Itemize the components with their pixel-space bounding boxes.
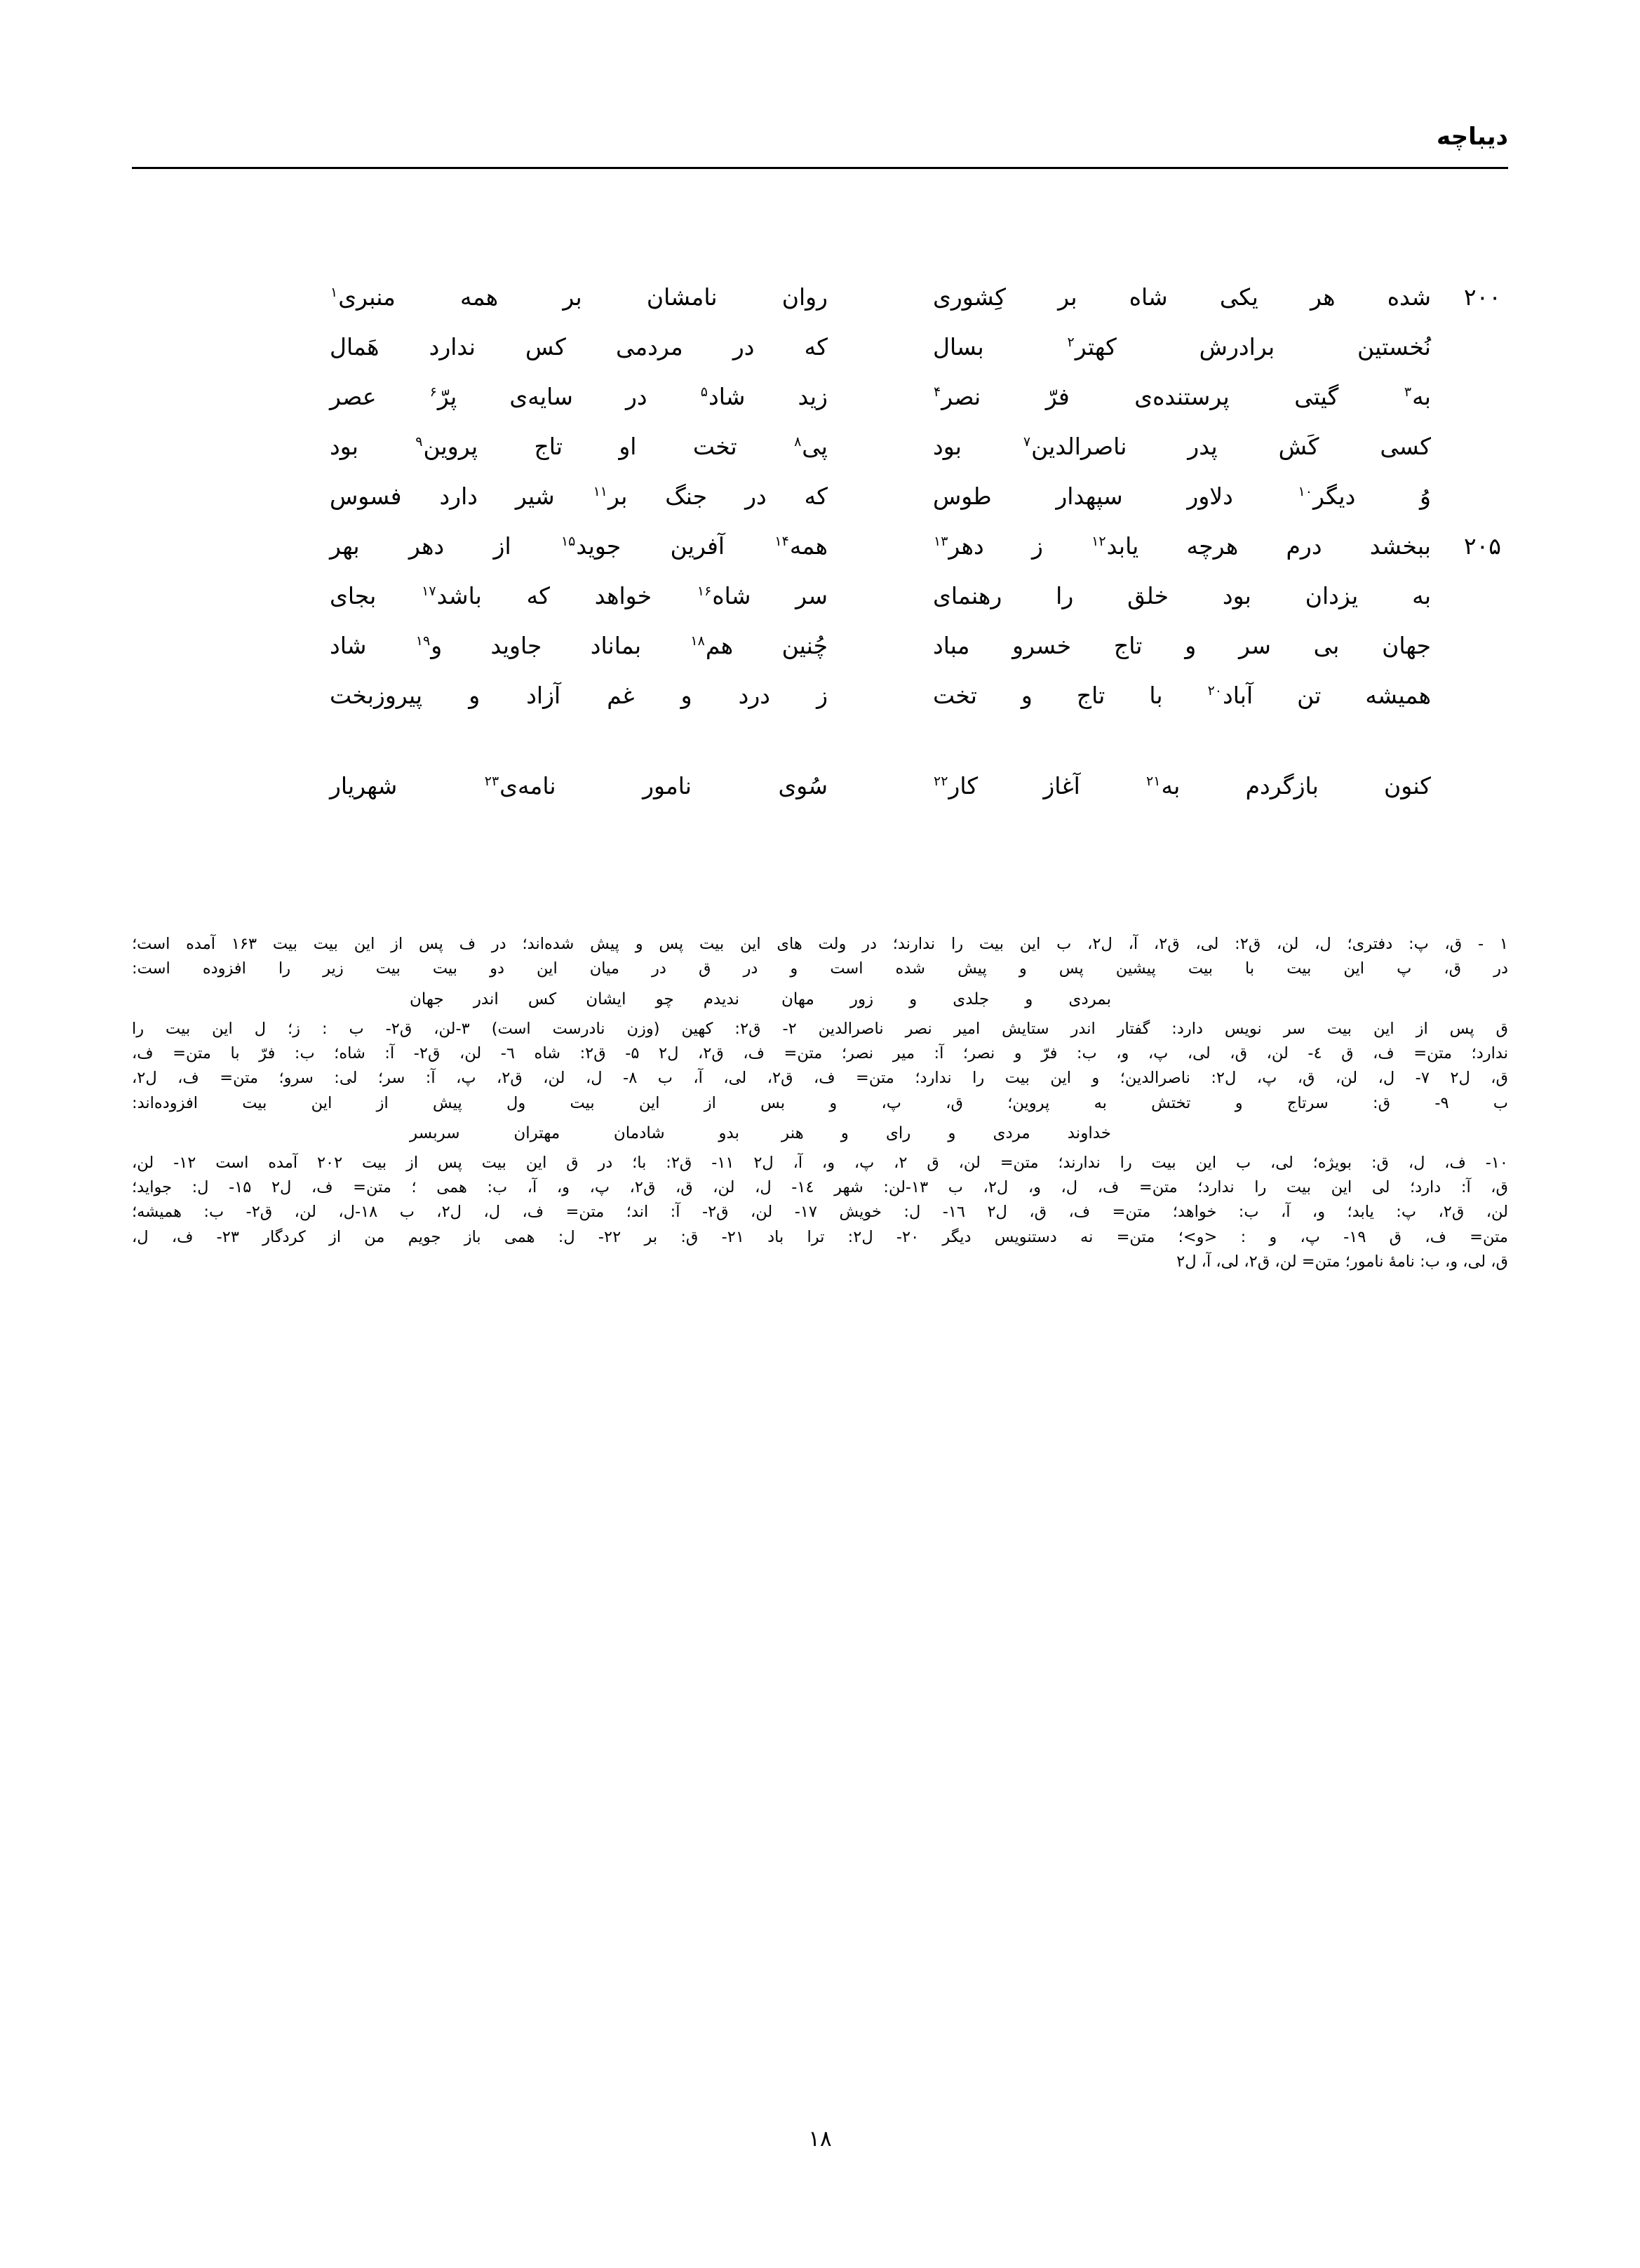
verse-row <box>132 430 1508 480</box>
verse-spacer <box>132 729 1508 769</box>
footnote-marker: ۹ <box>415 434 423 450</box>
hemistich-text <box>330 482 828 510</box>
verse-row <box>132 579 1508 629</box>
hemistich-main: کنون بازگردم به <box>1161 772 1431 799</box>
hemistich-tail2: بود <box>330 433 415 460</box>
footnote-line: ق، ل۲ ۷- ل، لن، ق، پ، ل۲: ناصرالدین؛ و این بیت را ندارد؛ متن= ف، ق۲، لی، آ، ب ۸- ل، لن، ق۲، پ، آ: سر؛ لی: سرو؛ متن= ف، ل۲، <box>132 1069 1508 1088</box>
hemistich-left <box>309 380 828 414</box>
footnote-marker: ۲۳ <box>484 774 499 789</box>
hemistich-main: وُ دیگر <box>1312 482 1431 510</box>
footnote-marker: ۱۵ <box>560 534 576 549</box>
hemistich-text <box>933 383 1431 410</box>
footnote-line: ق، آ: دارد؛ لی این بیت را ندارد؛ متن= ف، ل، و، ل۲، ب ۱۳-لن: شهر ۱٤- ل، لن، ق، ق۲، پ، و، آ، ب: همی ؛ متن= ف، ل۲ ۱۵- ل: جواید؛ <box>132 1178 1509 1197</box>
hemistich-left <box>309 629 828 663</box>
hemistich-right <box>912 529 1431 563</box>
footnote-marker: ۱۶ <box>697 583 712 599</box>
hemistich-main: نُخستین برادرش کهتر <box>1075 333 1431 360</box>
hemistich-right <box>912 629 1431 663</box>
footnote-apparatus <box>132 933 1508 1275</box>
footnote-line: لن، ق۲، پ: یابد؛ و، آ، ب: خواهد؛ متن= ف، ق، ل۲ ۱٦- ل: خویش ۱۷- لن، ق۲- آ: اند؛ متن= ف، ل، ل۲، ب ۱۸-ل، لن، ق۲- ب: همیشه؛ <box>132 1203 1508 1222</box>
hemistich-text <box>933 772 1431 799</box>
hemistich-main: چُنین هم <box>705 632 828 659</box>
hemistich-left <box>309 330 828 364</box>
hemistich-main: سُوی نامور نامه‌ی <box>499 772 828 799</box>
verse-row <box>132 480 1508 529</box>
footnote-marker: ۲۲ <box>934 774 948 789</box>
inserted-verse-right: بمردی و جلدی و زور مهان <box>781 990 1111 1008</box>
footnote-marker: ۴ <box>934 384 941 400</box>
footnote-marker: ۱۳ <box>934 534 948 549</box>
footnote-marker: ۲۰ <box>1207 683 1223 698</box>
hemistich-text: به یزدان بود خلق را رهنمای <box>933 582 1431 609</box>
footnote-marker: ۷ <box>1023 434 1031 450</box>
footnote-marker: ۶ <box>429 384 437 400</box>
hemistich-tail: آفرین جوید <box>576 532 774 560</box>
verse-number: ۲۰۰ <box>1463 283 1501 311</box>
hemistich-text: که در مردمی کس ندارد هَمال <box>330 333 828 360</box>
hemistich-text <box>330 532 828 560</box>
hemistich-right <box>912 330 1431 364</box>
hemistich-main: به <box>1412 383 1431 410</box>
hemistich-text <box>933 333 1431 360</box>
verse-row <box>132 629 1508 679</box>
hemistich-text <box>330 772 828 799</box>
page-number: ۱۸ <box>808 2126 832 2152</box>
hemistich-tail: در سایه‌ی پرّ <box>437 383 700 410</box>
hemistich-text: جهان بی سر و تاج خسرو مباد <box>933 632 1431 659</box>
footnote-line: ق پس از این بیت سر نویس دارد: گفتار اندر ستایش امیر نصر ناصرالدین ۲- ق۲: کهین (وزن نادرست است) ۳-لن، ق۲- ب : ز؛ ل این بیت را <box>132 1019 1508 1038</box>
footnote-marker: ۸ <box>794 434 802 450</box>
hemistich-tail: ز دهر <box>948 532 1091 560</box>
hemistich-tail2: از دهر بهر <box>330 532 560 560</box>
footnote-line: ۱ - ق، پ: دفتری؛ ل، لن، ق۲: لی، ق۲، آ، ل۲، ب این بیت را ندارند؛ در ولت های این بیت پس و پیش شده‌اند؛ در ف پس از این بیت بیت ۱۶۳ آمده است؛ <box>132 935 1509 953</box>
footnote-marker: ۳ <box>1404 384 1412 400</box>
hemistich-left <box>309 769 828 803</box>
footnote-line: ۱۰- ف، ل، ق: بویژه؛ لی، ب این بیت را ندارند؛ متن= لن، ق ۲، پ، و، آ، ل۲ ۱۱- ق۲: با؛ در ق این بیت پس از بیت ۲۰۲ آمده است ۱۲- لن، <box>132 1153 1508 1172</box>
hemistich-right <box>912 579 1431 613</box>
hemistich-left <box>309 679 828 713</box>
hemistich-main: ببخشد درم هرچه یابد <box>1106 532 1431 560</box>
footnote-marker: ۱ <box>330 285 338 300</box>
hemistich-right <box>912 679 1431 713</box>
hemistich-right <box>912 380 1431 414</box>
footnote-marker: ۱۷ <box>422 583 436 599</box>
hemistich-left <box>309 480 828 513</box>
hemistich-text <box>330 383 828 410</box>
hemistich-tail: شهریار <box>330 772 484 799</box>
footnote-line: در ق، پ این بیت با بیت پیشین پس و پیش شده است و در ق در میان این دو بیت بیت زیر را افزوده است: <box>132 959 1508 978</box>
hemistich-text: روان نامشان بر همه منبری <box>338 283 828 311</box>
hemistich-main: پی <box>802 433 828 460</box>
hemistich-left <box>309 529 828 563</box>
verse-row-closing <box>132 769 1508 819</box>
verse-row <box>132 281 1508 330</box>
header-divider <box>132 167 1508 169</box>
hemistich-tail2: عصر <box>330 383 429 410</box>
footnote-line: متن= ف، ق ۱۹- پ، و : <و>؛ متن= نه دستنویس دیگر ۲۰- ل۲: ترا باد ۲۱- ق: بر ۲۲- ل: همی باز جویم من از کردگار ۲۳- ف، ل، <box>132 1227 1508 1246</box>
inserted-verse <box>132 987 1508 1011</box>
hemistich-tail: با تاج و تخت <box>933 682 1207 709</box>
hemistich-main: که در جنگ بر <box>607 482 828 510</box>
hemistich-tail: شیر دارد فسوس <box>330 482 593 510</box>
hemistich-text <box>933 682 1431 709</box>
hemistich-tail: گیتی پرستنده‌ی فرّ نصر <box>941 383 1404 410</box>
hemistich-left <box>309 579 828 613</box>
hemistich-tail: بماناد جاوید و <box>431 632 690 659</box>
hemistich-main: کسی کَش پدر ناصرالدین <box>1031 433 1431 460</box>
hemistich-text: شده هر یکی شاه بر کِشوری <box>933 283 1431 311</box>
hemistich-text <box>933 482 1431 510</box>
running-head <box>132 125 1508 187</box>
hemistich-text: ز درد و غم آزاد و پیروزبخت <box>330 682 828 709</box>
footnote-marker: ۵ <box>700 384 708 400</box>
hemistich-main: زید شاد <box>708 383 828 410</box>
running-head-title: دیباچه <box>1437 123 1508 151</box>
hemistich-right <box>912 281 1431 314</box>
footnote-marker: ۱۸ <box>690 633 705 649</box>
footnote-marker: ۱۰ <box>1298 484 1312 499</box>
hemistich-tail: بسال <box>933 333 1067 360</box>
inserted-verse-left: ندیدم چو ایشان کس اندر جهان <box>410 990 739 1008</box>
footnote-line: ق، لی، و، ب: نامهٔ نامور؛ متن= لن، ق۲، لی، آ، ل۲ <box>1176 1253 1508 1271</box>
hemistich-main: همه <box>789 532 828 560</box>
footnote-marker: ۲۱ <box>1146 774 1161 789</box>
hemistich-main: همیشه تن آباد <box>1223 682 1431 709</box>
footnote-marker: ۱۲ <box>1091 534 1106 549</box>
hemistich-text <box>330 632 828 659</box>
verse-row <box>132 679 1508 729</box>
verse-row <box>132 529 1508 579</box>
footnote-marker: ۱۴ <box>774 534 789 549</box>
inserted-verse-right: خداوند مردی و رای و هنر <box>781 1123 1111 1142</box>
hemistich-left <box>309 430 828 464</box>
hemistich-text <box>330 433 828 460</box>
hemistich-text <box>933 532 1431 560</box>
footnote-marker: ۲ <box>1067 335 1075 350</box>
verse-row <box>132 330 1508 380</box>
hemistich-tail: خواهد که باشد <box>436 582 697 609</box>
hemistich-left <box>309 281 828 314</box>
inserted-verse-left: بدو شادمان مهتران سربسر <box>410 1123 739 1142</box>
hemistich-right <box>912 769 1431 803</box>
footnote-line: ب ۹- ق: سرتاج و تختش به پروین؛ ق، پ، و بس از این بیت ول پیش از این بیت افزوده‌اند: <box>132 1093 1508 1112</box>
hemistich-right <box>912 430 1431 464</box>
hemistich-tail2: بجای <box>330 582 422 609</box>
inserted-verse <box>132 1121 1508 1145</box>
hemistich-tail: بود <box>933 433 1023 460</box>
hemistich-tail2: شاد <box>330 632 415 659</box>
hemistich-main: سر شاه <box>712 582 828 609</box>
hemistich-tail: تخت او تاج پروین <box>423 433 794 460</box>
footnote-marker: ۱۱ <box>593 484 607 499</box>
footnote-line: ندارد؛ متن= ف، ق ٤- لن، ق، لی، پ، و، ب: فرّ و نصر؛ آ: میر نصر؛ متن= ف، ق۲، ل۲ ۵- ق۲: شاه ٦- لن، ق۲- آ: شاه؛ ب: فرّ با متن= ف، <box>132 1044 1508 1062</box>
hemistich-right <box>912 480 1431 513</box>
hemistich-text <box>933 433 1431 460</box>
footnote-marker: ۱۹ <box>415 633 431 649</box>
hemistich-tail: دلاور سپهدار طوس <box>933 482 1298 510</box>
hemistich-text <box>330 582 828 609</box>
verse-row <box>132 380 1508 430</box>
verse-block <box>132 281 1508 819</box>
hemistich-tail: آغاز کار <box>948 772 1146 799</box>
verse-number: ۲۰۵ <box>1463 532 1501 560</box>
